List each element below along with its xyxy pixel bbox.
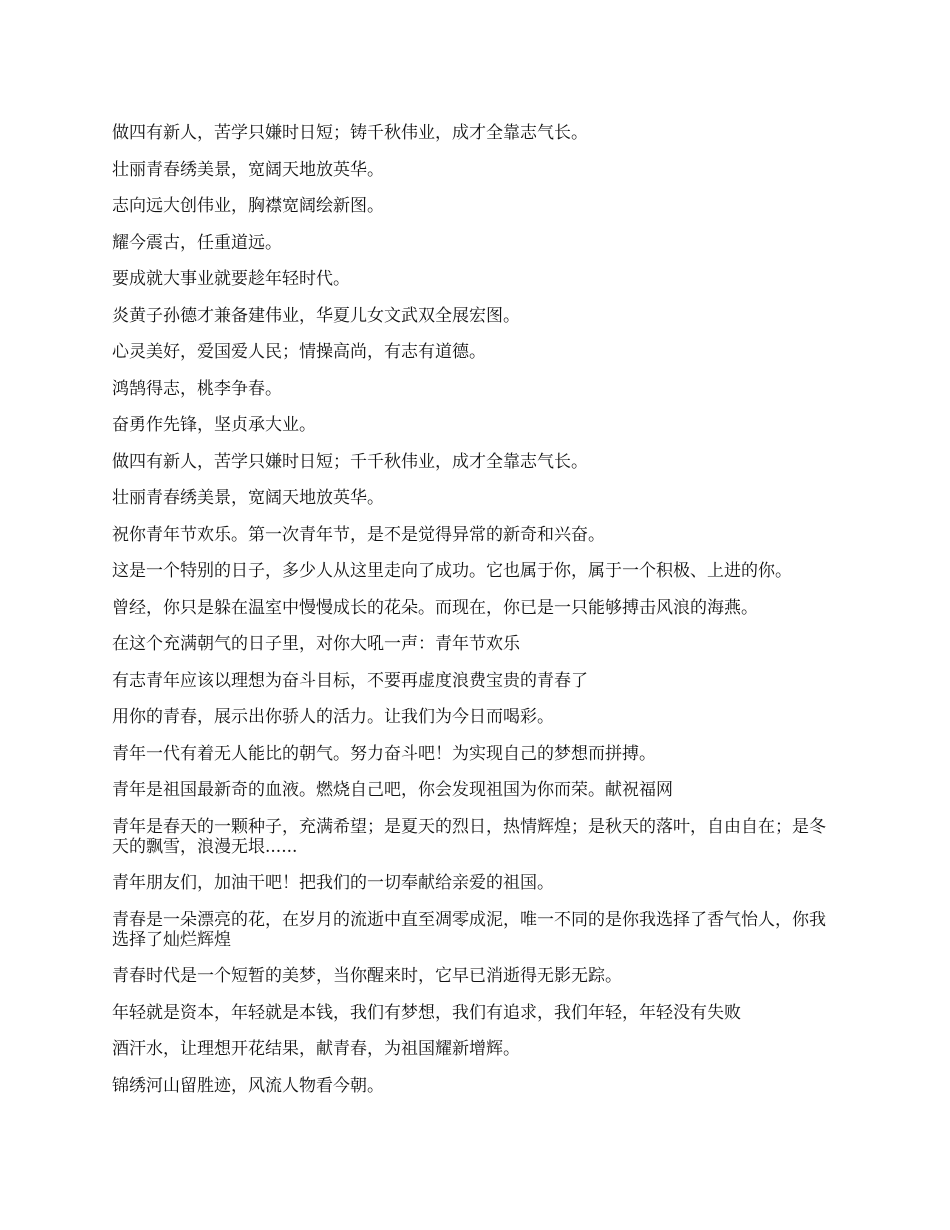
paragraph-20: 青年是春天的一颗种子，充满希望；是夏天的烈日，热情辉煌；是秋天的落叶，自由自在；是冬天的飘雪，浪漫无垠...... — [112, 816, 826, 857]
paragraph-4: 耀今震古，任重道远。 — [112, 232, 282, 253]
paragraph-3: 志向远大创伟业，胸襟宽阔绘新图。 — [112, 196, 384, 216]
paragraph-22: 青春是一朵漂亮的花，在岁月的流逝中直至凋零成泥，唯一不同的是你我选择了香气怡人，你我选择了灿烂辉煌 — [112, 909, 826, 950]
paragraph-18: 青年一代有着无人能比的朝气。努力奋斗吧！为实现自己的梦想而拼搏。 — [112, 743, 656, 764]
paragraph-5: 要成就大事业就要趁年轻时代。 — [112, 269, 350, 289]
paragraph-6: 炎黄子孙德才兼备建伟业，华夏儿女文武双全展宏图。 — [112, 305, 520, 326]
paragraph-26: 锦绣河山留胜迹，风流人物看今朝。 — [112, 1075, 384, 1096]
paragraph-13: 这是一个特别的日子，多少人从这里走向了成功。它也属于你，属于一个积极、上进的你。 — [112, 561, 792, 581]
paragraph-11: 壮丽青春绣美景，宽阔天地放英华。 — [112, 488, 384, 508]
paragraph-10: 做四有新人，苦学只嫌时日短；千千秋伟业，成才全靠志气长。 — [112, 451, 588, 472]
paragraph-7: 心灵美好，爱国爱人民；情操高尚，有志有道德。 — [112, 342, 486, 362]
paragraph-12: 祝你青年节欢乐。第一次青年节，是不是觉得异常的新奇和兴奋。 — [112, 524, 605, 545]
paragraph-17: 用你的青春，展示出你骄人的活力。让我们为今日而喝彩。 — [112, 707, 554, 727]
paragraph-23: 青春时代是一个短暂的美梦，当你醒来时，它早已消逝得无影无踪。 — [112, 966, 622, 986]
paragraph-1: 做四有新人，苦学只嫌时日短；铸千秋伟业，成才全靠志气长。 — [112, 123, 588, 143]
paragraph-9: 奋勇作先锋，坚贞承大业。 — [112, 415, 316, 435]
paragraph-24: 年轻就是资本，年轻就是本钱，我们有梦想，我们有追求，我们年轻，年轻没有失败 — [112, 1002, 741, 1023]
paragraph-14: 曾经，你只是躲在温室中慢慢成长的花朵。而现在，你已是一只能够搏击风浪的海燕。 — [112, 597, 758, 618]
paragraph-16: 有志青年应该以理想为奋斗目标，不要再虚度浪费宝贵的青春了 — [112, 670, 588, 691]
paragraph-15: 在这个充满朝气的日子里，对你大吼一声：青年节欢乐 — [112, 634, 520, 654]
paragraph-25: 酒汗水，让理想开花结果，献青春，为祖国耀新增辉。 — [112, 1039, 520, 1059]
paragraph-8: 鸿鹄得志，桃李争春。 — [112, 378, 282, 399]
paragraph-2: 壮丽青春绣美景，宽阔天地放英华。 — [112, 159, 384, 180]
paragraph-21: 青年朋友们，加油干吧！把我们的一切奉献给亲爱的祖国。 — [112, 873, 554, 893]
paragraph-19: 青年是祖国最新奇的血液。燃烧自己吧，你会发现祖国为你而荣。献祝福网 — [112, 780, 673, 800]
